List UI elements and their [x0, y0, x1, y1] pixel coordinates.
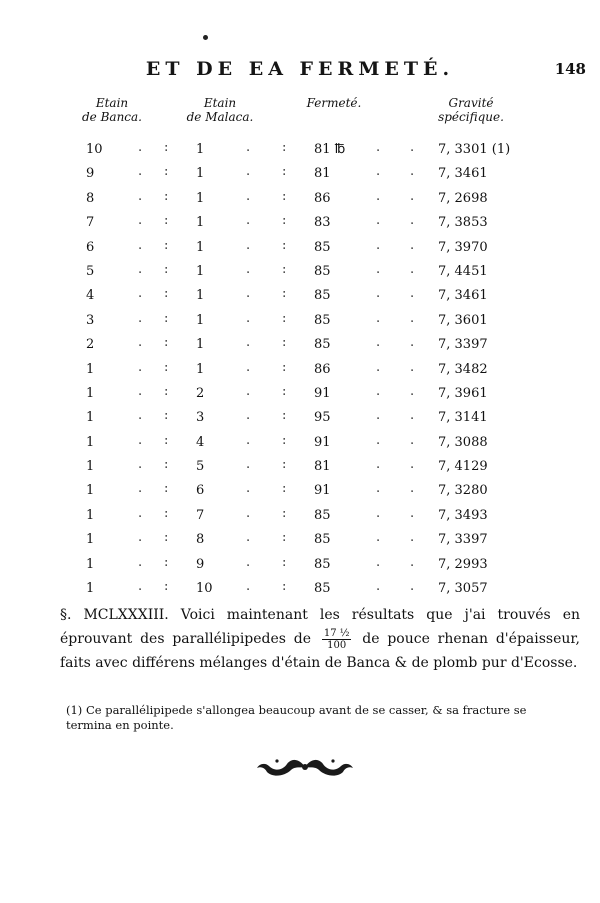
cell-specific-gravity: 7, 3482 [438, 361, 488, 377]
leader-dot: . [410, 213, 415, 229]
cell-firmness: 85 [314, 239, 331, 255]
cell-tin-banca: 1 [86, 459, 95, 475]
leader-dot: . [376, 261, 381, 277]
leader-dot: . [410, 432, 415, 448]
leader-dot: . [376, 579, 381, 595]
leader-dot: : [164, 432, 169, 448]
leader-dot: . [246, 579, 251, 595]
leader-dot: . [376, 335, 381, 351]
leader-dot: : [282, 188, 287, 204]
fraction [322, 628, 352, 651]
cell-tin-malaca: 1 [196, 288, 205, 304]
leader-dot: : [164, 457, 169, 473]
leader-dot: : [282, 554, 287, 570]
cell-firmness: 86 [314, 190, 331, 206]
cell-specific-gravity: 7, 3088 [438, 434, 488, 450]
leader-dot: . [410, 359, 415, 375]
leader-dot: . [138, 261, 143, 277]
leader-dot: : [282, 383, 287, 399]
cell-tin-malaca: 2 [196, 385, 205, 401]
leader-dot: . [246, 237, 251, 253]
leader-dot: : [164, 530, 169, 546]
leader-dot: . [138, 505, 143, 521]
leader-dot: . [246, 432, 251, 448]
leader-dot: . [376, 310, 381, 326]
cell-tin-banca: 1 [86, 507, 95, 523]
cell-firmness: 91 [314, 434, 331, 450]
cell-specific-gravity: 7, 4451 [438, 263, 488, 279]
leader-dot: : [164, 359, 169, 375]
table-row [0, 358, 600, 382]
leader-dot: . [138, 408, 143, 424]
leader-dot: . [246, 286, 251, 302]
cell-specific-gravity: 7, 3970 [438, 239, 488, 255]
cell-tin-malaca: 6 [196, 483, 205, 499]
cell-firmness: 85 [314, 532, 331, 548]
table-row [0, 479, 600, 503]
cell-tin-banca: 7 [86, 215, 95, 231]
leader-dot: . [138, 383, 143, 399]
cell-firmness: 85 [314, 556, 331, 572]
table-row [0, 382, 600, 406]
leader-dot: . [138, 213, 143, 229]
cell-tin-banca: 1 [86, 581, 95, 597]
cell-specific-gravity: 7, 3461 [438, 166, 488, 182]
leader-dot: : [282, 164, 287, 180]
leader-dot: . [138, 164, 143, 180]
leader-dot: . [410, 383, 415, 399]
table-row [0, 138, 600, 162]
leader-dot: : [282, 286, 287, 302]
leader-dot: . [246, 359, 251, 375]
leader-dot: . [246, 505, 251, 521]
cell-specific-gravity: 7, 3397 [438, 337, 488, 353]
leader-dot: . [138, 237, 143, 253]
leader-dot: . [138, 554, 143, 570]
column-header-firmness: Fermeté. [306, 96, 362, 110]
cell-firmness: 86 [314, 361, 331, 377]
table-row [0, 211, 600, 235]
leader-dot: . [376, 359, 381, 375]
cell-tin-banca: 1 [86, 410, 95, 426]
leader-dot: : [164, 579, 169, 595]
cell-tin-malaca: 1 [196, 190, 205, 206]
leader-dot: . [376, 554, 381, 570]
leader-dot: . [410, 457, 415, 473]
column-header-tin-banca: Etain de Banca. [82, 96, 142, 124]
cell-tin-banca: 5 [86, 263, 95, 279]
cell-firmness: 85 [314, 312, 331, 328]
table-row [0, 260, 600, 284]
leader-dot: : [164, 310, 169, 326]
leader-dot: : [164, 286, 169, 302]
leader-dot: : [282, 530, 287, 546]
cell-tin-banca: 1 [86, 483, 95, 499]
cell-tin-banca: 6 [86, 239, 95, 255]
data-table [0, 138, 600, 601]
table-row [0, 406, 600, 430]
leader-dot: : [164, 188, 169, 204]
paragraph-text-end: de pouce rhenan d'épaisseur, faits avec différens mélanges d'étain de Banca & de plomb pur d'Ecosse. [60, 631, 581, 671]
leader-dot: . [410, 335, 415, 351]
cell-firmness: 83 [314, 215, 331, 231]
leader-dot: . [138, 457, 143, 473]
cell-tin-banca: 1 [86, 532, 95, 548]
leader-dot: . [138, 286, 143, 302]
cell-firmness: 91 [314, 385, 331, 401]
leader-dot: . [138, 335, 143, 351]
leader-dot: : [282, 359, 287, 375]
leader-dot: . [138, 530, 143, 546]
leader-dot: . [246, 408, 251, 424]
leader-dot: . [376, 188, 381, 204]
table-row [0, 528, 600, 552]
leader-dot: . [410, 261, 415, 277]
leader-dot: . [376, 140, 381, 155]
leader-dot: : [282, 481, 287, 497]
leader-dot: . [410, 408, 415, 424]
leader-dot: : [282, 213, 287, 229]
leader-dot: . [138, 140, 143, 155]
cell-firmness: 85 [314, 581, 331, 597]
leader-dot: . [246, 530, 251, 546]
leader-dot: : [164, 140, 169, 155]
cell-specific-gravity: 7, 3853 [438, 215, 488, 231]
leader-dot: : [164, 164, 169, 180]
table-row [0, 284, 600, 308]
table-row [0, 504, 600, 528]
leader-dot: : [282, 237, 287, 253]
table-row [0, 162, 600, 186]
leader-dot: . [246, 310, 251, 326]
leader-dot: . [376, 383, 381, 399]
leader-dot: . [376, 213, 381, 229]
leader-dot: . [410, 164, 415, 180]
leader-dot: . [246, 213, 251, 229]
column-header-specific-gravity: Gravité spécifique. [438, 96, 504, 124]
page-number: 148 [554, 60, 586, 78]
cell-specific-gravity: 7, 3493 [438, 507, 488, 523]
cell-specific-gravity: 7, 3280 [438, 483, 488, 499]
leader-dot: . [246, 383, 251, 399]
leader-dot: . [376, 286, 381, 302]
leader-dot: . [410, 237, 415, 253]
leader-dot: . [410, 481, 415, 497]
fraction-numerator: 17 ½ [323, 627, 350, 639]
leader-dot: : [164, 408, 169, 424]
cell-tin-malaca: 9 [196, 556, 205, 572]
leader-dot: : [282, 432, 287, 448]
cell-tin-banca: 3 [86, 312, 95, 328]
leader-dot: : [282, 408, 287, 424]
leader-dot: . [410, 140, 415, 155]
cell-firmness: 81 [314, 459, 331, 475]
cell-tin-banca: 8 [86, 190, 95, 206]
cell-specific-gravity: 7, 3461 [438, 288, 488, 304]
cell-firmness: 85 [314, 337, 331, 353]
cell-tin-banca: 1 [86, 385, 95, 401]
leader-dot: . [410, 554, 415, 570]
leader-dot: . [246, 554, 251, 570]
leader-dot: : [164, 213, 169, 229]
column-header-tin-malaca: Etain de Malaca. [186, 96, 254, 124]
table-row [0, 553, 600, 577]
leader-dot: . [410, 310, 415, 326]
leader-dot: . [410, 505, 415, 521]
table-row [0, 187, 600, 211]
leader-dot: : [164, 261, 169, 277]
leader-dot: . [138, 188, 143, 204]
cell-tin-malaca: 4 [196, 434, 205, 450]
floral-fleuron-ornament-icon [255, 754, 355, 780]
leader-dot: . [410, 530, 415, 546]
cell-tin-malaca: 3 [196, 410, 205, 426]
cell-tin-banca: 9 [86, 166, 95, 182]
leader-dot: . [246, 164, 251, 180]
cell-tin-malaca: 1 [196, 215, 205, 231]
leader-dot: : [282, 335, 287, 351]
leader-dot: . [376, 481, 381, 497]
leader-dot: . [246, 188, 251, 204]
ink-dot [203, 35, 208, 40]
leader-dot: . [410, 286, 415, 302]
leader-dot: : [164, 505, 169, 521]
table-row [0, 455, 600, 479]
cell-tin-banca: 2 [86, 337, 95, 353]
leader-dot: : [282, 457, 287, 473]
cell-specific-gravity: 7, 4129 [438, 459, 488, 475]
cell-tin-malaca: 1 [196, 239, 205, 255]
leader-dot: . [246, 335, 251, 351]
cell-tin-banca: 1 [86, 361, 95, 377]
leader-dot: : [282, 140, 287, 155]
leader-dot: : [164, 335, 169, 351]
cell-tin-malaca: 1 [196, 142, 205, 157]
paragraph-section-1183 [60, 603, 580, 675]
leader-dot: . [376, 457, 381, 473]
cell-specific-gravity: 7, 2993 [438, 556, 488, 572]
cell-specific-gravity: 7, 3141 [438, 410, 488, 426]
leader-dot: . [138, 310, 143, 326]
cell-tin-malaca: 1 [196, 361, 205, 377]
leader-dot: . [376, 164, 381, 180]
cell-specific-gravity: 7, 3057 [438, 581, 488, 597]
cell-tin-malaca: 5 [196, 459, 205, 475]
leader-dot: . [246, 261, 251, 277]
cell-tin-banca: 1 [86, 556, 95, 572]
leader-dot: . [376, 505, 381, 521]
cell-tin-malaca: 1 [196, 337, 205, 353]
leader-dot: . [246, 481, 251, 497]
leader-dot: : [282, 579, 287, 595]
table-row [0, 431, 600, 455]
leader-dot: : [282, 505, 287, 521]
cell-tin-malaca: 10 [196, 581, 213, 597]
leader-dot: . [138, 359, 143, 375]
cell-firmness: 85 [314, 288, 331, 304]
leader-dot: : [282, 310, 287, 326]
cell-tin-malaca: 7 [196, 507, 205, 523]
leader-dot: . [246, 457, 251, 473]
leader-dot: . [410, 579, 415, 595]
cell-firmness: 81 ℔ [314, 142, 346, 157]
leader-dot: . [376, 530, 381, 546]
leader-dot: : [282, 261, 287, 277]
leader-dot: . [138, 579, 143, 595]
fraction-denominator: 100 [327, 639, 347, 651]
footnote: (1) Ce parallélipipede s'allongea beaucoup avant de se casser, & sa fracture se termina en pointe. [66, 703, 527, 732]
cell-firmness: 85 [314, 507, 331, 523]
leader-dot: . [376, 237, 381, 253]
table-row [0, 577, 600, 601]
cell-tin-malaca: 1 [196, 312, 205, 328]
leader-dot: . [246, 140, 251, 155]
cell-specific-gravity: 7, 3301 (1) [438, 142, 511, 157]
cell-tin-malaca: 1 [196, 166, 205, 182]
cell-firmness: 91 [314, 483, 331, 499]
cell-firmness: 81 [314, 166, 331, 182]
leader-dot: . [376, 408, 381, 424]
leader-dot: . [410, 188, 415, 204]
cell-specific-gravity: 7, 3961 [438, 385, 488, 401]
leader-dot: : [164, 554, 169, 570]
cell-firmness: 95 [314, 410, 331, 426]
cell-firmness: 85 [314, 263, 331, 279]
table-row [0, 309, 600, 333]
leader-dot: . [376, 432, 381, 448]
cell-tin-banca: 4 [86, 288, 95, 304]
leader-dot: : [164, 383, 169, 399]
cell-specific-gravity: 7, 3397 [438, 532, 488, 548]
paragraph-text-start: §. MCLXXXIII. Voici maintenant les résultats que j'ai trouvés en éprouvant des parallélipipedes de [60, 607, 580, 647]
table-row [0, 236, 600, 260]
running-head: ET DE EA FERMETÉ. [145, 58, 455, 80]
table-row [0, 333, 600, 357]
cell-specific-gravity: 7, 2698 [438, 190, 488, 206]
cell-tin-malaca: 1 [196, 263, 205, 279]
cell-tin-banca: 1 [86, 434, 95, 450]
leader-dot: . [138, 481, 143, 497]
leader-dot: : [164, 237, 169, 253]
leader-dot: : [164, 481, 169, 497]
leader-dot: . [138, 432, 143, 448]
cell-tin-banca: 10 [86, 142, 103, 157]
cell-tin-malaca: 8 [196, 532, 205, 548]
cell-specific-gravity: 7, 3601 [438, 312, 488, 328]
